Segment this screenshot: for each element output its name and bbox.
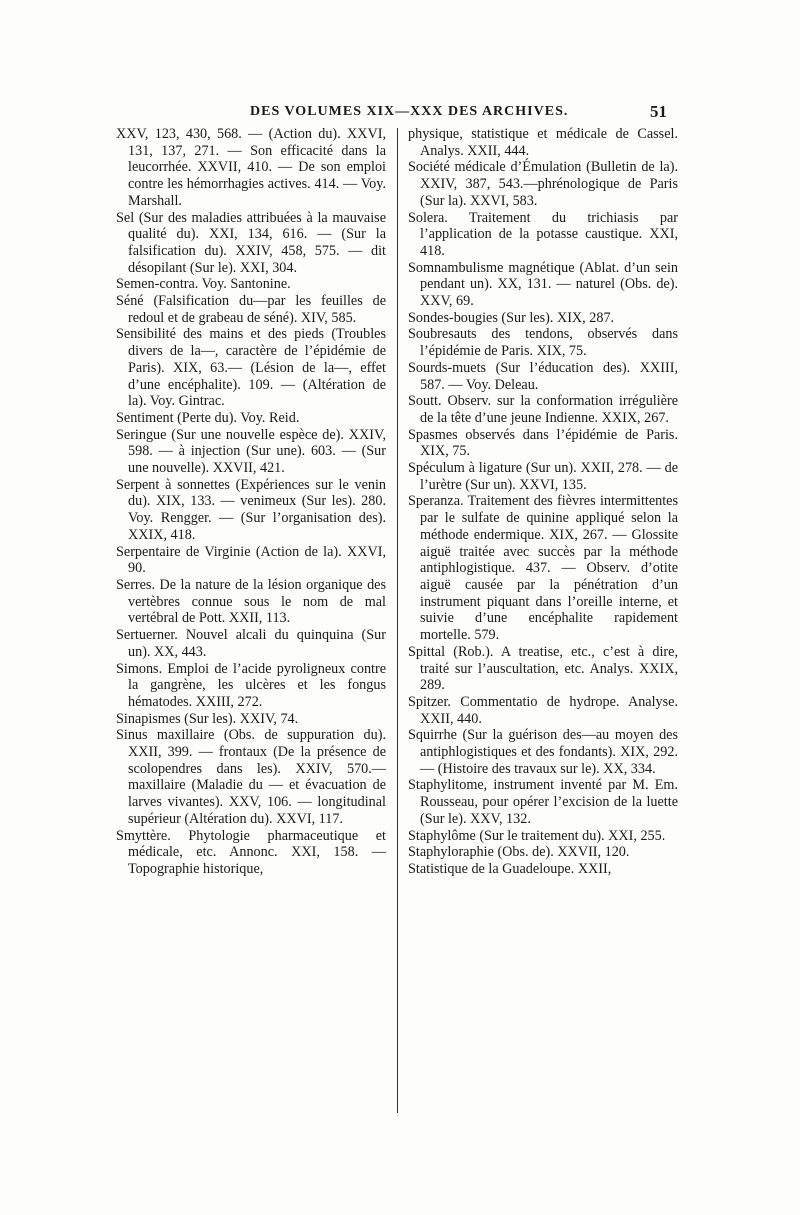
running-title: DES VOLUMES XIX—XXX DES ARCHIVES. — [250, 104, 569, 119]
index-entry: Squirrhe (Sur la guérison des—au moyen des antiphlogistiques et des fondants). XIX, 292. — (Histoire des travaux sur le). XX, 334. — [408, 727, 678, 777]
index-entry: Statistique de la Guadeloupe. XXII, — [408, 860, 612, 877]
index-entry: Spitzer. Commentatio de hydrope. Analyse. XXII, 440. — [408, 693, 678, 727]
column-divider — [397, 128, 398, 1113]
index-entry: Somnambulisme magnétique (Ablat. d’un sein pendant un). XX, 131. — naturel (Obs. de). XXV, 69. — [408, 259, 678, 310]
index-entry: Sel (Sur des maladies attribuées à la mauvaise qualité du). XXI, 134, 616. — (Sur la falsification du). XXIV, 458, 575. — dit désopilant (Sur le). XXI, 304. — [116, 209, 386, 276]
index-entry: Sourds-muets (Sur l’éducation des). XXIII, 587. — Voy. Deleau. — [408, 359, 678, 393]
index-entry: Soutt. Observ. sur la conformation irrégulière de la tête d’une jeune Indienne. XXIX, 267. — [408, 393, 678, 426]
index-entry: Sertuerner. Nouvel alcali du quinquina (Sur un). XX, 443. — [116, 627, 386, 660]
index-entry: Spasmes observés dans l’épidémie de Paris. XIX, 75. — [408, 426, 678, 460]
index-entry: Serpentaire de Virginie (Action de la). XXVI, 90. — [116, 543, 386, 577]
index-entry: Staphylitome, instrument inventé par M. Em. Rousseau, pour opérer l’excision de la luette (Sur le). XXV, 132. — [408, 777, 678, 827]
index-entry: Spittal (Rob.). A treatise, etc., c’est à dire, traité sur l’auscultation, etc. Analys. XXIX, 289. — [408, 643, 678, 694]
page-number: 51 — [650, 102, 667, 121]
index-entry: Staphylôme (Sur le traitement du). XXI, 255. — [408, 827, 666, 844]
index-entry: Sinapismes (Sur les). XXIV, 74. — [116, 710, 299, 727]
index-entry: Sondes-bougies (Sur les). XIX, 287. — [408, 309, 615, 326]
right-column — [408, 126, 678, 878]
index-entry: Seringue (Sur une nouvelle espèce de). XXIV, 598. — à injection (Sur une). 603. — (Sur une nouvelle). XXVII, 421. — [116, 426, 386, 477]
index-entry: Speranza. Traitement des fièvres intermittentes par le sulfate de quinine appliqué selon la méthode endermique. XIX, 267. — Glossite aiguë traitée avec succès par la méthode antiphlogistique. 437. — Observ. d’otite aiguë causée par la pénétration d’un instrument piquant dans l’oreille interne, et suivie d’une encéphalite rapidement mortelle. 579. — [408, 493, 678, 644]
index-entry: Société médicale d’Émulation (Bulletin de la). XXIV, 387, 543.—phrénologique de Paris (Sur la). XXVI, 583. — [408, 159, 678, 209]
index-entry: Serpent à sonnettes (Expériences sur le venin du). XIX, 133. — venimeux (Sur les). 280. Voy. Rengger. — (Sur l’organisation des). XXIX, 418. — [116, 476, 386, 543]
index-entry: Semen-contra. Voy. Santonine. — [116, 276, 291, 293]
index-entry: Smyttère. Phytologie pharmaceutique et médicale, etc. Annonc. XXI, 158. — Topographie historique, — [116, 827, 386, 877]
index-entry: Séné (Falsification du—par les feuilles de redoul et de grabeau de séné). XIV, 585. — [116, 293, 386, 326]
index-entry: Solera. Traitement du trichiasis par l’application de la potasse caustique. XXI, 418. — [408, 209, 678, 259]
index-entry: XXV, 123, 430, 568. — (Action du). XXVI, 131, 137, 271. — Son efficacité dans la leucorrhée. XXVII, 410. — De son emploi contre les hémorrhagies actives. 414. — Voy. Marshall. — [116, 126, 386, 209]
index-entry: Sentiment (Perte du). Voy. Reid. — [116, 409, 300, 426]
index-entry: physique, statistique et médicale de Cassel. Analys. XXII, 444. — [408, 126, 678, 159]
index-entry: Soubresauts des tendons, observés dans l’épidémie de Paris. XIX, 75. — [408, 326, 678, 360]
index-entry: Spéculum à ligature (Sur un). XXII, 278. — de l’urètre (Sur un). XXVI, 135. — [408, 460, 678, 493]
index-entry: Sensibilité des mains et des pieds (Troubles divers de la—, caractère de l’épidémie de Paris). XIX, 63.— (Lésion de la—, effet d’une encéphalite). 109. — (Altération de la). Voy. Gintrac. — [116, 326, 386, 410]
index-columns — [116, 126, 676, 1126]
index-entry: Simons. Emploi de l’acide pyroligneux contre la gangrène, les ulcères et les fongus hématodes. XXIII, 272. — [116, 660, 386, 710]
index-entry: Staphyloraphie (Obs. de). XXVII, 120. — [408, 844, 630, 861]
left-column — [116, 126, 386, 878]
index-entry: Serres. De la nature de la lésion organique des vertèbres connue sous le nom de mal vertébral de Pott. XXII, 113. — [116, 576, 386, 627]
index-entry: Sinus maxillaire (Obs. de suppuration du). XXII, 399. — frontaux (De la présence de scolopendres dans les). XXIV, 570.—maxillaire (Maladie du — et évacuation de larves vivantes). XXV, 106. — longitudinal supérieur (Altération du). XXVI, 117. — [116, 727, 386, 827]
